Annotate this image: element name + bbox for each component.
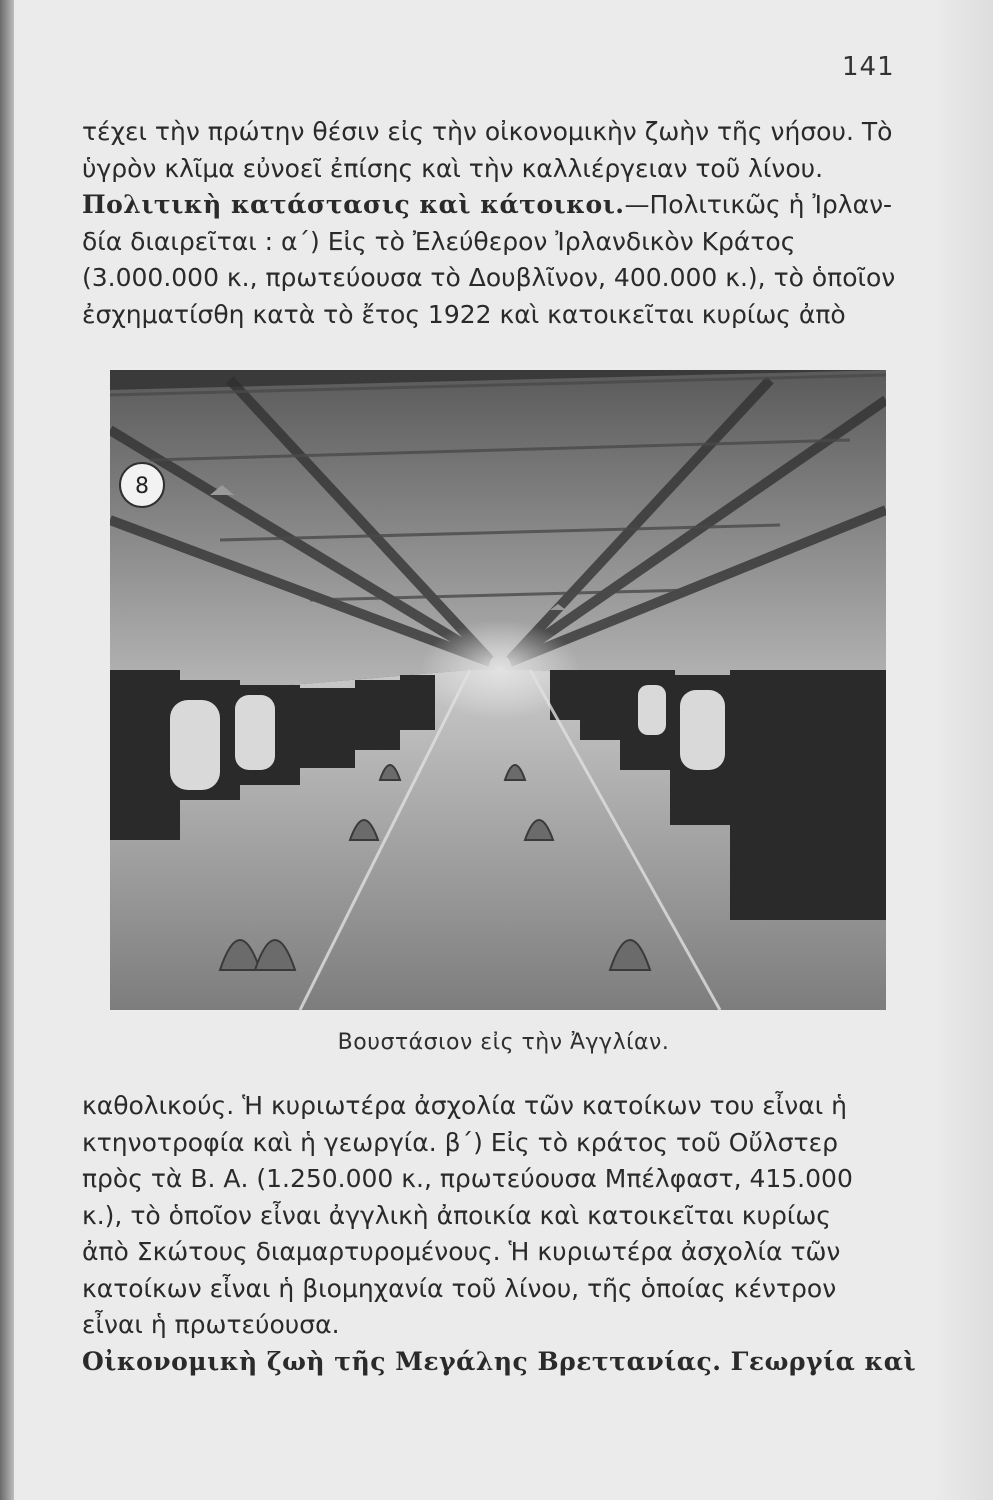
figure-number: 8 <box>135 474 149 499</box>
book-spine-edge <box>0 0 14 1500</box>
book-page <box>14 0 993 1500</box>
text-line: καθολικούς. Ἡ κυριωτέρα ἀσχολία τῶν κατοίκων του εἶναι ἡ <box>82 1091 847 1120</box>
page-shadow <box>933 0 993 1500</box>
politics-heading: Πολιτικὴ κατάστασις καὶ κάτοικοι. <box>82 190 625 219</box>
text-line: δία διαιρεῖται : α´) Εἰς τὸ Ἐλεύθερον Ἰρλανδικὸν Κράτος <box>82 226 796 256</box>
economy-heading: Οἰκονομικὴ ζωὴ τῆς Μεγάλης Βρεττανίας. Γεωργία καὶ <box>82 1346 917 1376</box>
politics-heading-continuation: —Πολιτικῶς ἡ Ἰρλαν- <box>624 190 893 219</box>
bottom-paragraph <box>82 1088 934 1380</box>
cowshed-photo <box>110 370 886 1010</box>
text-line: κατοίκων εἶναι ἡ βιομηχανία τοῦ λίνου, τῆς ὁποίας κέντρον <box>82 1273 837 1303</box>
text-line: κ.), τὸ ὁποῖον εἶναι ἀγγλικὴ ἀποικία καὶ κατοικεῖται κυρίως <box>82 1200 831 1230</box>
page-number: 141 <box>842 52 895 82</box>
text-line: κτηνοτροφία καὶ ἡ γεωργία. β´) Εἰς τὸ κράτος τοῦ Οὔλστερ <box>82 1127 838 1157</box>
text-line: τέχει τὴν πρώτην θέσιν εἰς τὴν οἰκονομικὴν ζωὴν τῆς νήσου. Τὸ <box>82 117 893 146</box>
text-line: πρὸς τὰ Β. Α. (1.250.000 κ., πρωτεύουσα Μπέλφαστ, 415.000 <box>82 1164 853 1193</box>
figure-caption: Βουστάσιον εἰς τὴν Ἀγγλίαν. <box>337 1030 670 1055</box>
cowshed-illustration <box>110 370 886 1010</box>
text-line: ἀπὸ Σκώτους διαμαρτυρομένους. Ἡ κυριωτέρα ἀσχολία τῶν <box>82 1237 841 1266</box>
text-line: (3.000.000 κ., πρωτεύουσα τὸ Δουβλῖνον, 400.000 κ.), τὸ ὁποῖον <box>82 263 896 292</box>
top-paragraph <box>82 114 934 333</box>
text-line: εἶναι ἡ πρωτεύουσα. <box>82 1310 340 1339</box>
text-line: ἐσχηματίσθη κατὰ τὸ ἔτος 1922 καὶ κατοικεῖται κυρίως ἀπὸ <box>82 299 846 329</box>
politics-heading-line <box>82 187 934 224</box>
text-line: ὑγρὸν κλῖμα εὐνοεῖ ἐπίσης καὶ τὴν καλλιέργειαν τοῦ λίνου. <box>82 153 824 183</box>
